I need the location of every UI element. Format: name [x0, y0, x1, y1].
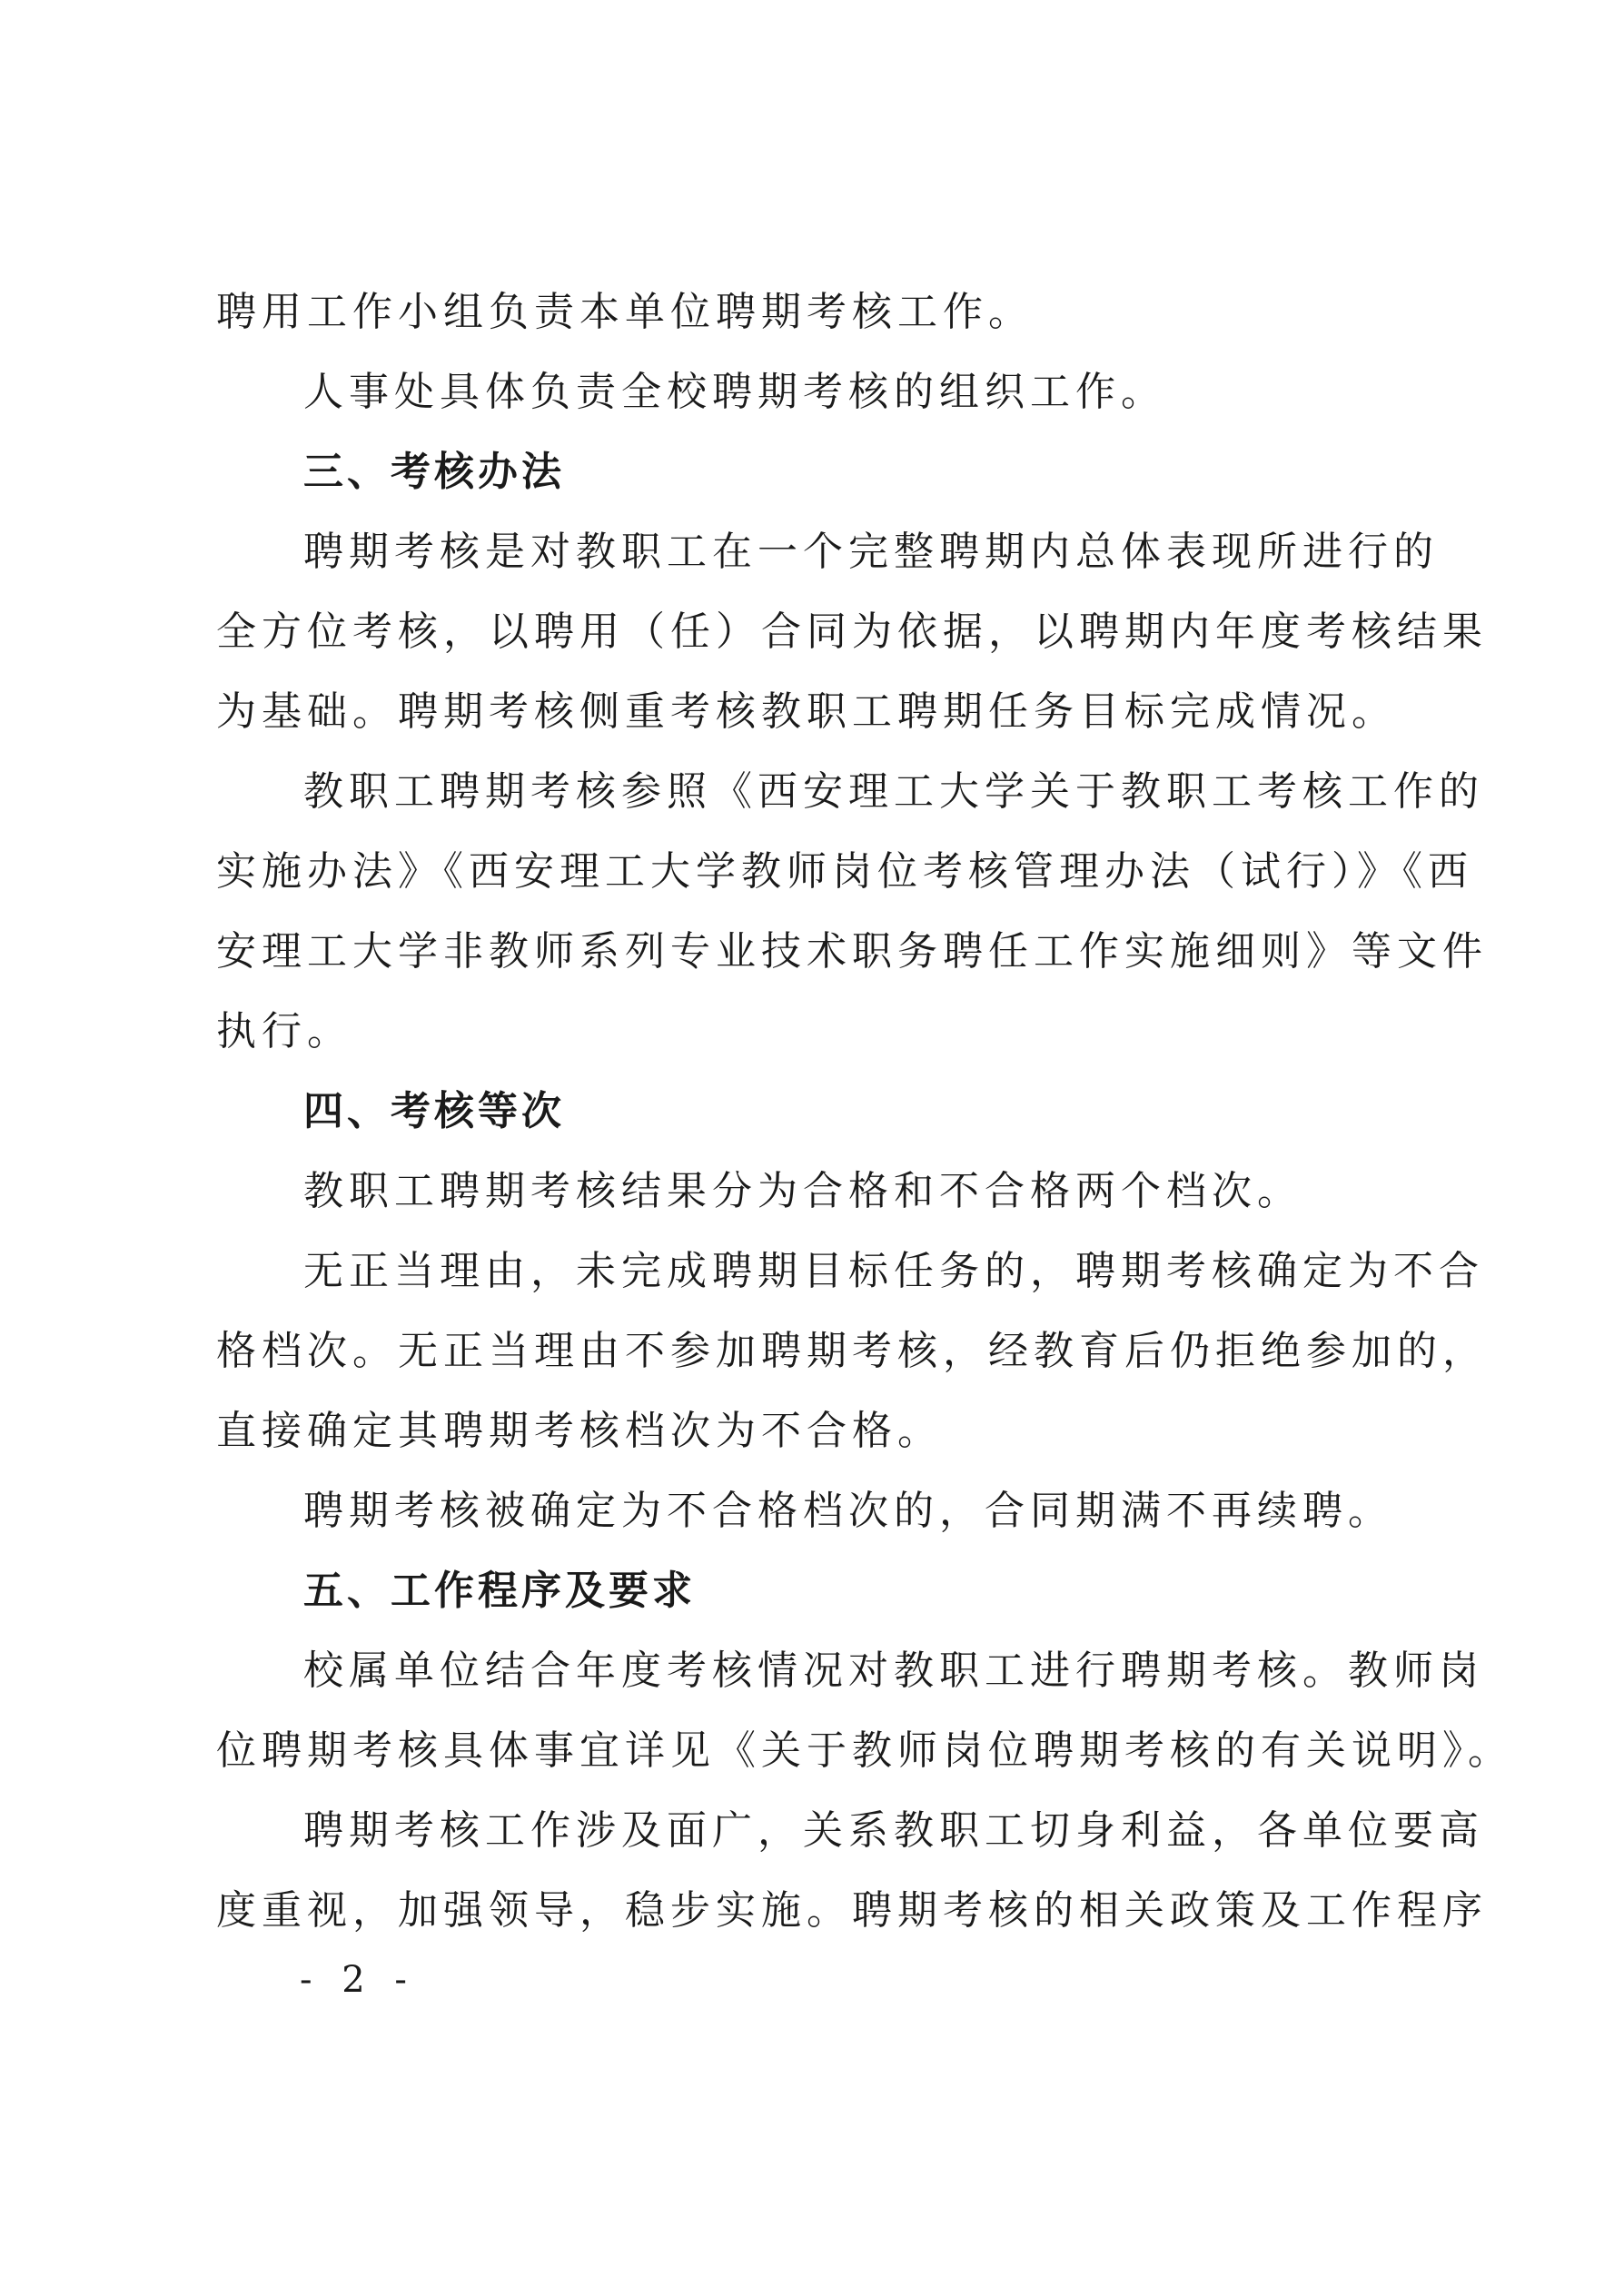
paragraph-line: 执行。	[216, 1008, 352, 1054]
paragraph-line: 度重视，加强领导，稳步实施。聘期考核的相关政策及工作程序	[216, 1887, 1488, 1934]
paragraph-line: 聘期考核工作涉及面广，关系教职工切身利益，各单位要高	[303, 1807, 1484, 1854]
paragraph-line: 校属单位结合年度考核情况对教职工进行聘期考核。教师岗	[303, 1648, 1484, 1694]
paragraph-line: 聘期考核是对教职工在一个完整聘期内总体表现所进行的	[303, 529, 1439, 575]
paragraph-line: 教职工聘期考核结果分为合格和不合格两个档次。	[303, 1168, 1302, 1214]
section-heading-5: 五、工作程序及要求	[303, 1568, 696, 1614]
section-heading-4: 四、考核等次	[303, 1088, 565, 1134]
paragraph-line: 人事处具体负责全校聘期考核的组织工作。	[303, 369, 1166, 415]
page-number: - 2 -	[300, 1959, 416, 2001]
paragraph-line: 聘用工作小组负责本单位聘期考核工作。	[216, 289, 1034, 335]
paragraph-line: 全方位考核，以聘用（任）合同为依据，以聘期内年度考核结果	[216, 609, 1488, 655]
paragraph-line: 安理工大学非教师系列专业技术职务聘任工作实施细则》等文件	[216, 928, 1488, 975]
paragraph-line: 为基础。聘期考核侧重考核教职工聘期任务目标完成情况。	[216, 688, 1397, 735]
paragraph-line: 教职工聘期考核参照《西安理工大学关于教职工考核工作的	[303, 768, 1484, 815]
paragraph-line: 格档次。无正当理由不参加聘期考核，经教育后仍拒绝参加的，	[216, 1328, 1488, 1374]
document-body	[216, 272, 1513, 1951]
paragraph-line: 直接确定其聘期考核档次为不合格。	[216, 1408, 943, 1454]
paragraph-line: 实施办法》《西安理工大学教师岗位考核管理办法（试行）》《西	[216, 848, 1473, 895]
paragraph-line: 聘期考核被确定为不合格档次的，合同期满不再续聘。	[303, 1488, 1393, 1534]
paragraph-line: 无正当理由，未完成聘期目标任务的，聘期考核确定为不合	[303, 1248, 1484, 1294]
paragraph-line: 位聘期考核具体事宜详见《关于教师岗位聘期考核的有关说明》。	[216, 1727, 1513, 1774]
section-heading-3: 三、考核办法	[303, 449, 565, 495]
